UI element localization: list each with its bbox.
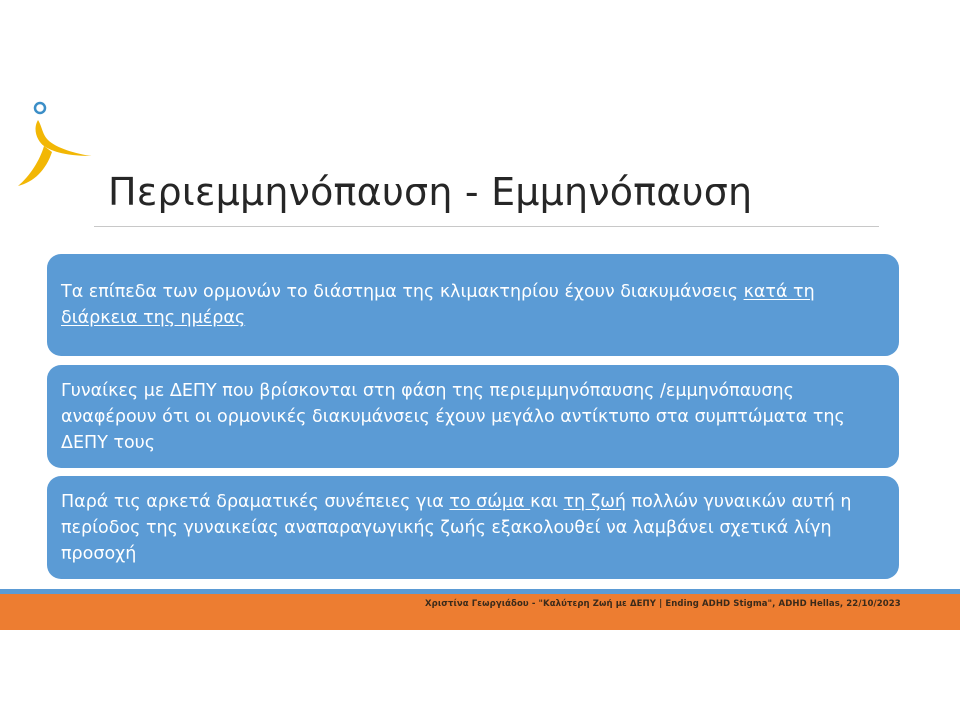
- box-text-segment: κατά τη διάρκεια της ημέρας: [61, 282, 815, 328]
- content-box-2-text: [61, 378, 885, 456]
- content-box-1-text: [61, 279, 885, 331]
- ribbon-tail: [18, 146, 52, 186]
- footer-citation: Χριστίνα Γεωργιάδου - "Καλύτερη Ζωή με ΔΕΠΥ | Ending ADHD Stigma", ADHD Hellas, 22/10/2023: [425, 599, 901, 609]
- content-box-2: [47, 365, 899, 468]
- box-text-segment: πολλών γυναικών αυτή η περίοδος της γυναικείας αναπαραγωγικής ζωής εξακολουθεί να λαμβάνει σχετικά λίγη προσοχή: [61, 491, 852, 564]
- content-box-3-text: [61, 489, 885, 567]
- title-divider: [94, 226, 879, 227]
- box-text-segment: το σώμα: [449, 491, 531, 512]
- ribbon-dot: [35, 103, 45, 113]
- slide-title: Περιεμμηνόπαυση - Εμμηνόπαυση: [108, 170, 753, 214]
- box-text-segment: Παρά τις αρκετά δραματικές συνέπειες για: [61, 491, 450, 512]
- awareness-ribbon-icon: [14, 100, 98, 192]
- box-text-segment: τη ζωή: [563, 491, 626, 512]
- box-text-segment: Γυναίκες με ΔΕΠΥ που βρίσκονται στη φάση της περιεμμηνόπαυσης /εμμηνόπαυσης αναφέρουν ότι οι ορμονικές διακυμάνσεις έχουν μεγάλο αντίκτυπο στα συμπτώματα της ΔΕΠΥ τους: [61, 380, 845, 453]
- box-text-segment: Τα επίπεδα των ορμονών το διάστημα της κλιμακτηρίου έχουν διακυμάνσεις: [61, 282, 744, 302]
- box-text-segment: και: [530, 491, 564, 512]
- content-box-1: [47, 254, 899, 356]
- content-box-3: [47, 476, 899, 579]
